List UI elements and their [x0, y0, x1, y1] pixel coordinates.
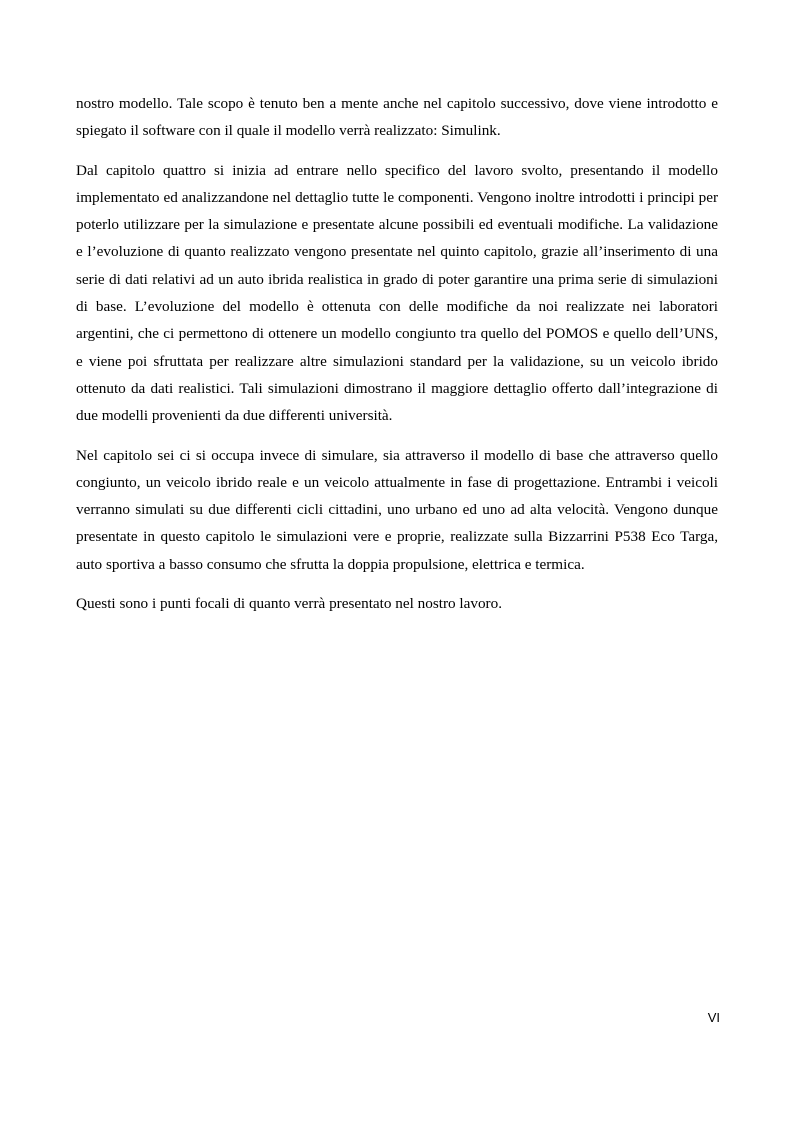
body-text [76, 90, 718, 629]
page-number: VI [707, 1010, 720, 1025]
paragraph-1: nostro modello. Tale scopo è tenuto ben a mente anche nel capitolo successivo, dove viene introdotto e spiegato il software con il quale il modello verrà realizzato: Simulink. [76, 95, 718, 140]
paragraph-3: Nel capitolo sei ci si occupa invece di simulare, sia attraverso il modello di base che attraverso quello congiunto, un veicolo ibrido reale e un veicolo attualmente in fase di progettazione. Entrambi i veicoli verranno simulati su due differenti cicli cittadini, uno urbano ed uno ad alta velocità. Vengono dunque presentate in questo capitolo le simulazioni vere e proprie, realizzate sulla Bizzarrini P538 Eco Targa, auto sportiva a basso consumo che sfrutta la doppia propulsione, elettrica e termica. [76, 446, 718, 573]
paragraph-4: Questi sono i punti focali di quanto verrà presentato nel nostro lavoro. [76, 595, 502, 613]
paragraph-2: Dal capitolo quattro si inizia ad entrare nello specifico del lavoro svolto, presentando il modello implementato ed analizzandone nel dettaglio tutte le componenti. Vengono inoltre introdotti i principi per poterlo utilizzare per la simulazione e presentate alcune possibili ed eventuali modifiche. La validazione e l’evoluzione di quanto realizzato vengono presentate nel quinto capitolo, grazie all’inserimento di una serie di dati relativi ad un auto ibrida realistica in grado di poter garantire una prima serie di simulazioni di base. L’evoluzione del modello è ottenuta con delle modifiche da noi realizzate nei laboratori argentini, che ci permettono di ottenere un modello congiunto tra quello del POMOS e quello dell’UNS, e viene poi sfruttata per realizzare altre simulazioni standard per la validazione, su un veicolo ibrido ottenuto da dati realistici. Tali simulazioni dimostrano il maggiore dettaglio offerto dall’integrazione di due modelli provenienti da due differenti università. [76, 161, 718, 425]
